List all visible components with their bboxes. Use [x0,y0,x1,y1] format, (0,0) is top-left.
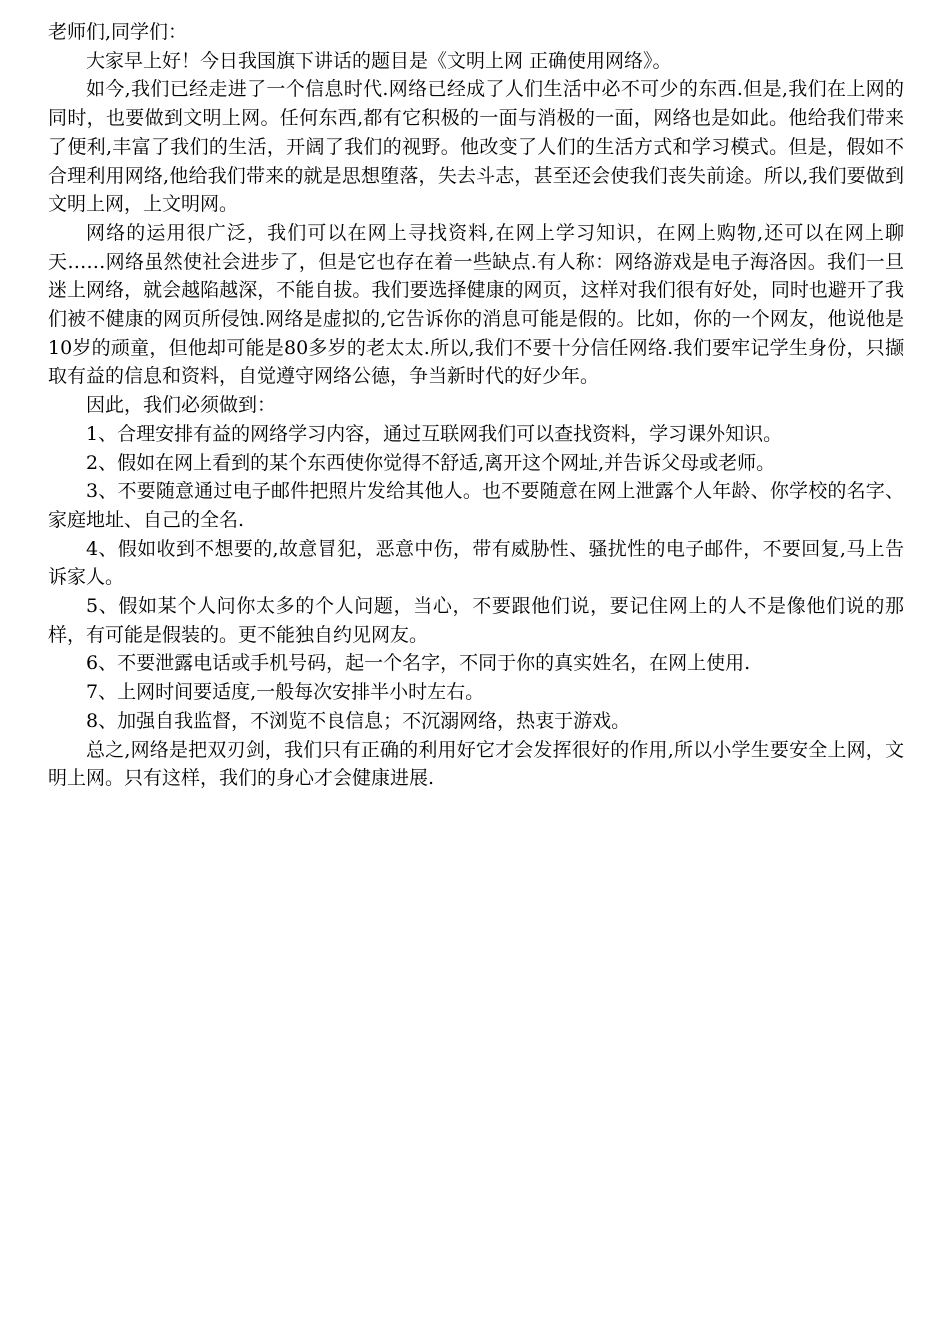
rule-item-2: 2、假如在网上看到的某个东西使你觉得不舒适,离开这个网址,并告诉父母或老师。 [86,451,776,474]
paragraph-opening: 大家早上好！今日我国旗下讲话的题目是《文明上网 正确使用网络》。 [86,49,672,72]
paragraph-network-usage: 网络的运用很广泛，我们可以在网上寻找资料,在网上学习知识，在网上购物,还可以在网上聊天……网络虽然使社会进步了，但是它也存在着一些缺点.有人称：网络游戏是电子海洛因。我们一旦迷上网络，就会越陷越深，不能自拔。我们要选择健康的网页，这样对我们很有好处，同时也避开了我们被不健康的网页所侵蚀.网络是虚拟的,它告诉你的消息可能是假的。比如，你的一个网友，他说他是10岁的顽童，但他却可能是80多岁的老太太.所以,我们不要十分信任网络.我们要牢记学生身份，只撷取有益的信息和资料，自觉遵守网络公德，争当新时代的好少年。 [48,221,904,388]
paragraph-must-do: 因此，我们必须做到： [86,394,277,417]
greeting: 老师们,同学们： [48,21,188,43]
paragraph-information-age: 如今,我们已经走进了一个信息时代.网络已经成了人们生活中必不可少的东西.但是,我们在上网的同时，也要做到文明上网。任何东西,都有它积极的一面与消极的一面，网络也是如此。他给我们带来了便利,丰富了我们的生活，开阔了我们的视野。他改变了人们的生活方式和学习模式。但是，假如不合理利用网络,他给我们带来的就是思想堕落，失去斗志，甚至还会使我们丧失前途。所以,我们要做到文明上网，上文明网。 [48,78,904,216]
rule-item-3: 3、不要随意通过电子邮件把照片发给其他人。也不要随意在网上泄露个人年龄、你学校的名字、家庭地址、自己的全名. [48,480,904,531]
rule-item-5: 5、假如某个人问你太多的个人问题，当心，不要跟他们说，要记住网上的人不是像他们说的那样，有可能是假装的。更不能独自约见网友。 [48,595,904,646]
rule-item-4: 4、假如收到不想要的,故意冒犯，恶意中伤，带有威胁性、骚扰性的电子邮件，不要回复,马上告诉家人。 [48,537,904,589]
rule-item-8: 8、加强自我监督，不浏览不良信息；不沉溺网络，热衷于游戏。 [86,709,631,732]
rule-item-6: 6、不要泄露电话或手机号码，起一个名字，不同于你的真实姓名，在网上使用. [86,652,751,675]
rule-item-1: 1、合理安排有益的网络学习内容，通过互联网我们可以查找资料，学习课外知识。 [86,422,783,445]
rule-item-7: 7、上网时间要适度,一般每次安排半小时左右。 [86,681,485,704]
paragraph-conclusion: 总之,网络是把双刃剑，我们只有正确的利用好它才会发挥很好的作用,所以小学生要安全上网，文明上网。只有这样，我们的身心才会健康进展. [48,738,904,790]
document-body [48,18,904,793]
